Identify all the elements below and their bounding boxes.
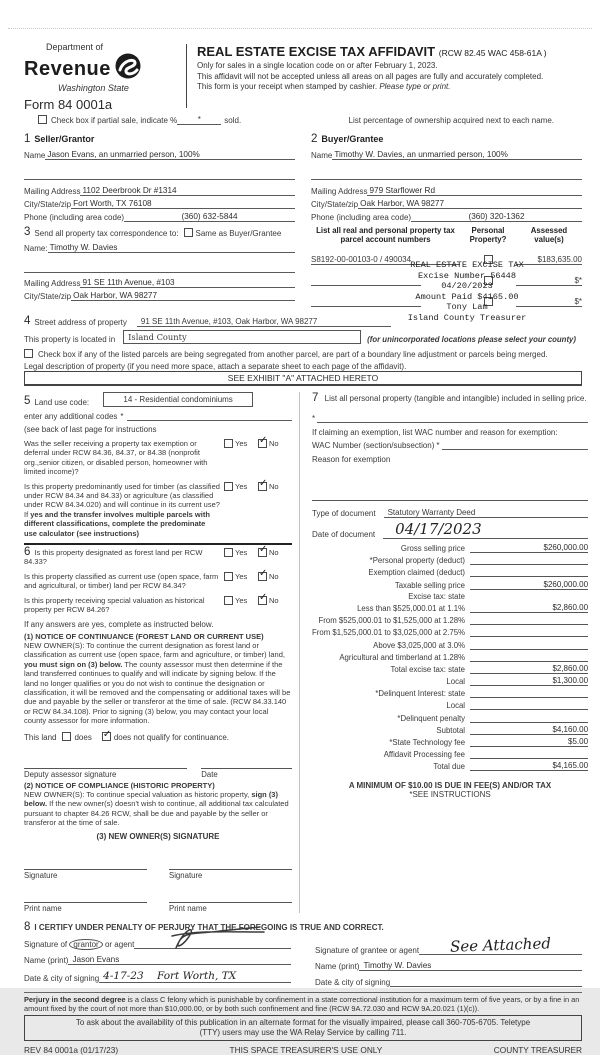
header-divider (186, 44, 187, 108)
grantee-datecity-label: Date & city of signing (315, 977, 391, 987)
doc-type-label: Type of document (312, 509, 376, 518)
section2-number: 2 (311, 133, 318, 145)
seller-phone-field[interactable]: (360) 632-5844 (124, 212, 295, 222)
minimum-due-note: A MINIMUM OF $10.00 IS DUE IN FEE(S) AND/OR TAX (348, 781, 552, 791)
grantor-signature-scribble (142, 922, 272, 952)
legal-description-field[interactable]: SEE EXHIBIT "A" ATTACHED HERETO (24, 371, 582, 386)
form-title-rcw: (RCW 82.45 WAC 458-61A ) (438, 48, 547, 58)
doc-type-field[interactable]: Statutory Warranty Deed (384, 508, 588, 518)
owner1-printname-label: Print name (24, 903, 62, 913)
section8-number: 8 (24, 920, 31, 933)
tier3-tax[interactable] (470, 627, 588, 637)
revenue-wordmark: Revenue (24, 57, 111, 80)
section-buyer (311, 129, 582, 222)
form-header (24, 42, 582, 112)
county-treasurer-label: COUNTY TREASURER (493, 1045, 582, 1055)
grantor-datecity-handwritten[interactable]: 4-17-23 Fort Worth, TX (103, 969, 237, 982)
notice2-title: (2) NOTICE OF COMPLIANCE (HISTORIC PROPERTY) (24, 780, 215, 790)
rev-number: REV 84 0001a (01/17/23) (24, 1045, 119, 1055)
total-excise-state[interactable]: $2,860.00 (470, 664, 588, 674)
see-back-note: (see back of last page for instructions (24, 425, 157, 434)
buyer-phone-field[interactable]: (360) 320-1362 (411, 212, 582, 222)
landuse-label: Land use code: (34, 398, 90, 407)
gross-selling-price[interactable]: $260,000.00 (470, 543, 588, 553)
q-timber-yes-checkbox[interactable] (224, 482, 233, 491)
owner1-printname-line (24, 890, 147, 903)
corr-city-label: City/State/zip (24, 292, 72, 301)
dept-of-label: Department of (46, 42, 104, 52)
parcel1-value-field[interactable]: $183,635.00 (516, 255, 582, 265)
q-currentuse-yes-checkbox[interactable] (224, 572, 233, 581)
buyer-heading: Buyer/Grantee (321, 134, 384, 144)
owner1-signature-line (24, 857, 147, 870)
grantor-printname-label: Name (print) (24, 955, 69, 965)
seller-city-label: City/State/zip (24, 200, 72, 209)
grantee-printname-label: Name (print) (315, 961, 360, 971)
parcel-list (311, 226, 582, 323)
q-historical-yes-checkbox[interactable] (224, 596, 233, 605)
section6-number: 6 (24, 546, 31, 559)
form-number: Form 84 0001a (24, 97, 113, 112)
q-exemption-no-checkbox[interactable] (258, 439, 267, 448)
seller-name2-field[interactable] (24, 170, 295, 180)
landuse-code-select[interactable]: 14 - Residential condominiums (103, 392, 253, 407)
form-notes: Only for sales in a single location code on or after February 1, 2023. This affidavit will not be accepted unless all areas on all pages are fully and accurately completed. This form is your receipt when stamped by cashier. Please type or print. (197, 61, 544, 91)
seller-name-field[interactable]: Jason Evans, an unmarried person, 100% (45, 150, 295, 160)
continuance-row: This land does ✓ does not qualify for continuance. (24, 732, 292, 742)
delinquent-penalty[interactable] (470, 713, 588, 723)
parcel-number-field[interactable]: S8192-00-00103-0 / 490034 (311, 255, 460, 265)
deputy-date-label: Date (201, 769, 218, 779)
seller-phone-label: Phone (including area code) (24, 213, 125, 222)
buyer-name2-field[interactable] (311, 170, 582, 180)
section3-number: 3 (24, 226, 31, 238)
currentuse-question: Is this property classified as current use (open space, farm and agricultural, or timber) land per RCW 84.34? Yes ✓ No (24, 572, 292, 591)
buyer-phone-label: Phone (including area code) (311, 213, 412, 222)
q-timber-no-checkbox[interactable] (258, 482, 267, 491)
seller-mailing-label: Mailing Address (24, 187, 81, 196)
county-note: (for unincorporated locations please select your county) (367, 335, 576, 344)
q-forest-no-checkbox[interactable] (258, 548, 267, 557)
tax-computation: Gross selling price $260,000.00 *Personal property (deduct) Exemption claimed (deduct) Taxable selling price $260,000.00 Excise tax: state Less than $525,000.01 at 1.1% $2,860.00 From $525,000.01 to $1,525,000 at 1.28% From $1,525,000.01 to $3,025,000 at 2.75% Above $3,025,000 at 3.0% Agricultural and timberland at 1.28% Total excise tax: state $2,860.00 Local $1,300.00 *Delinquent Interest: state Local *Delinquent penalty Subtotal $4,160.00 *State Technology fee $5.00 Affidavit Processing fee Total due $4,165.00 (312, 543, 589, 772)
section-correspondence (24, 226, 295, 307)
corr-name-field[interactable]: Timothy W. Davies (48, 243, 295, 253)
owner1-signature-label: Signature (24, 870, 58, 880)
section-personal-property (312, 392, 588, 404)
partial-sale-label: Check box if partial sale, indicate % (51, 116, 178, 125)
reason-exemption-label: Reason for exemption (312, 455, 391, 464)
grantor-signature-field[interactable] (134, 936, 291, 949)
exemption-note: If claiming an exemption, list WAC number and reason for exemption: (312, 428, 558, 437)
accessibility-notice: To ask about the availability of this publication in an alternate format for the visually impaired, please call 360-705-6705. Teletype (TTY) users may use the WA Relay Service by calling 711. (24, 1015, 582, 1041)
section-landuse (24, 392, 292, 407)
certify-statement: I CERTIFY UNDER PENALTY OF PERJURY THAT THE FOREGOING IS TRUE AND CORRECT. (34, 922, 384, 932)
scan-artifact-line (8, 28, 592, 29)
affidavit-processing-fee[interactable] (470, 749, 588, 759)
segregated-label: Check box if any of the listed parcels are being segregated from another parcel, are part of a boundary line adjustment or parcels being merged. (38, 350, 548, 359)
notice2-text: NEW OWNER(S): To continue special valuation as historic property, sign (3) below. If the new owner(s) doesn't wish to continue, all additional tax calculated pursuant to chapter 84.26 RCW, shall be due and payable by the seller or transferor at the time of sale. (24, 789, 289, 828)
state-technology-fee[interactable]: $5.00 (470, 737, 588, 747)
buyer-name-label: Name (311, 151, 333, 160)
additional-codes-label: enter any additional codes (24, 412, 118, 421)
historical-question: Is this property receiving special valuation as historical property per RCW 84.26? Yes ✓ No (24, 596, 292, 615)
buyer-mailing-label: Mailing Address (311, 187, 368, 196)
grantee-signature-label: Signature of grantee or agent (315, 945, 420, 955)
legal-description-label: Legal description of property (if you need more space, attach a separate sheet to each page of the affidavit). (24, 362, 407, 371)
deputy-assessor-signature-line (24, 756, 187, 769)
located-in-label: This property is located in (24, 335, 116, 344)
doc-date-handwritten[interactable]: 04/17/2023 (395, 520, 482, 538)
delinquent-interest-state[interactable] (470, 688, 588, 698)
q-forest-yes-checkbox[interactable] (224, 548, 233, 557)
seller-heading: Seller/Grantor (34, 134, 95, 144)
partial-sale-sold-label: sold. (224, 116, 242, 125)
owner2-signature-label: Signature (169, 870, 203, 880)
timber-question: Is this property predominantly used for timber (as classified under RCW 84.34 and 84.33) or agriculture (as classified under RCW 84.34.020) and will continue in its current use? If yes and the transfer involves multiple parcels with different classifications, complete the predominate use calculator (see instructions) Yes ✓ No (24, 482, 292, 538)
if-any-note: If any answers are yes, complete as instructed below. (24, 619, 214, 629)
form-title: REAL ESTATE EXCISE TAX AFFIDAVIT (RCW 82.45 WAC 458-61A ) (197, 44, 547, 59)
does-not-checkbox[interactable] (102, 732, 111, 741)
excise-tax-state-label-row (470, 592, 588, 601)
section5-number: 5 (24, 395, 31, 407)
dor-logo (24, 42, 182, 112)
grantee-signature-handwritten[interactable]: See Attached (449, 933, 552, 956)
perjury-notice: Perjury in the second degree is a class C felony which is punishable by confinement in a state correctional institution for a maximum term of five years, or by a fine in an amount fixed by the court of not more than $10,000.00, or by both such confinement and fine (RCW 9A.72.030 and RCW 9A.20.021 (1)(c)). (24, 992, 582, 1013)
grantee-datecity-field[interactable] (390, 976, 582, 987)
total-due[interactable]: $4,165.00 (470, 761, 588, 771)
seller-city-field[interactable]: Fort Worth, TX 76108 (71, 199, 295, 209)
see-instructions-note: *SEE INSTRUCTIONS (409, 790, 491, 800)
corr-mailing-label: Mailing Address (24, 279, 81, 288)
delinquent-interest-local[interactable] (470, 700, 588, 710)
grantor-circled-word: grantor (69, 939, 102, 950)
buyer-city-field[interactable]: Oak Harbor, WA 98277 (358, 199, 582, 209)
additional-codes-field[interactable] (127, 420, 292, 421)
wac-number-field[interactable] (442, 449, 588, 450)
section1-number: 1 (24, 133, 31, 145)
same-as-buyer-label: Same as Buyer/Grantee (195, 229, 282, 238)
exemption-claimed-deduct[interactable] (470, 567, 588, 577)
same-as-buyer-checkbox[interactable] (184, 228, 193, 237)
section4-number: 4 (24, 315, 31, 327)
q-exemption-yes-checkbox[interactable] (224, 439, 233, 448)
buyer-city-label: City/State/zip (311, 200, 359, 209)
parcel-col-numbers: List all real and personal property tax parcel account numbers (316, 226, 455, 244)
correspondence-label: Send all property tax correspondence to: (34, 229, 179, 238)
owner2-signature-line (169, 857, 292, 870)
tier4-tax[interactable] (470, 640, 588, 650)
total-excise-local[interactable]: $1,300.00 (470, 676, 588, 686)
grantee-printname-field[interactable]: Timothy W. Davies (359, 961, 582, 971)
partial-sale-checkbox[interactable] (38, 115, 47, 124)
corr-name-label: Name: (24, 244, 48, 253)
section7-number: 7 (312, 392, 319, 404)
wac-number-label: WAC Number (section/subsection) (312, 441, 435, 450)
partial-sale-pct-field[interactable]: * (177, 115, 221, 125)
buyer-mailing-field[interactable]: 979 Starflower Rd (367, 186, 582, 196)
treasurer-stamp: REAL ESTATE EXCISE TAX Excise Number 56448 04/20/2023 Amount Paid $4165.00 Tony Lam Island County Treasurer (407, 260, 527, 323)
personal-property-deduct[interactable] (470, 555, 588, 565)
notice1-text: NEW OWNER(S): To continue the current designation as forest land or classification as current use (open space, farm and agriculture, or timber) land, you must sign on (3) below. The county assessor must then determine if the land transferred continues to qualify and will indicate by signing below. If the land no longer qualifies or you do not wish to continue the designation or classification, it will be removed and the compensating or additional taxes will be due and payable by the seller or transferor at the time of sale. (RCW 84.33.140 or RCW 84.34.108). Prior to signing (3) below, you may contact your local county assessor for more information. (24, 640, 291, 726)
street-address-field[interactable]: 91 SE 11th Avenue, #103, Oak Harbor, WA 98277 (137, 317, 391, 327)
reason-exemption-field[interactable] (312, 464, 588, 501)
personal-property-star: * (312, 414, 316, 423)
deputy-date-line (201, 756, 292, 769)
parcel2-value-field[interactable]: $* (516, 276, 582, 286)
parcel3-value-field[interactable]: $* (516, 297, 582, 307)
q-historical-no-checkbox[interactable] (258, 596, 267, 605)
does-checkbox[interactable] (62, 732, 71, 741)
tier2-tax[interactable] (470, 615, 588, 625)
street-address-label: Street address of property (34, 318, 127, 327)
agricultural-timberland-tax[interactable] (470, 652, 588, 662)
tier1-tax[interactable]: $2,860.00 (470, 603, 588, 613)
section-seller (24, 129, 295, 222)
additional-codes-star: * (120, 412, 124, 421)
personal-property-field[interactable] (317, 422, 588, 423)
subtotal[interactable]: $4,160.00 (470, 725, 588, 735)
buyer-name-field[interactable]: Timothy W. Davies, an unmarried person, 100% (332, 150, 582, 160)
personal-property-label: List all personal property (tangible and intangible) included in selling price. (324, 394, 587, 403)
grantor-datecity-label: Date & city of signing (24, 973, 100, 983)
segregated-checkbox[interactable] (24, 349, 33, 358)
page-footer (24, 1045, 582, 1055)
forest-question: 6 Is this property designated as forest land per RCW 84.33? Yes ✓ No (24, 548, 292, 567)
corr-city-field[interactable]: Oak Harbor, WA 98277 (71, 291, 295, 301)
county-select[interactable]: Island County (123, 330, 361, 344)
section-certify: 8 I CERTIFY UNDER PENALTY OF PERJURY THAT THE FOREGOING IS TRUE AND CORRECT. Signature of grantor or agent Name (print) Jason Evans Date & city of signing 4-17-23 Fort Worth, TX Signature of grantee or agent See Attached Name (print) Timothy W. Davies Date & city of signing (24, 921, 582, 987)
grantor-printname-field[interactable]: Jason Evans (68, 955, 291, 965)
seller-mailing-field[interactable]: 1102 Deerbrook Dr #1314 (80, 186, 295, 196)
notice1-title: (1) NOTICE OF CONTINUANCE (FOREST LAND OR CURRENT USE) (24, 631, 264, 641)
revenue-swirl-icon (113, 52, 143, 85)
taxable-selling-price[interactable]: $260,000.00 (470, 580, 588, 590)
washington-state-label: Washington State (58, 83, 129, 93)
corr-name2-field[interactable] (24, 263, 295, 273)
section6-divider (24, 543, 292, 545)
seller-name-label: Name (24, 151, 46, 160)
treasurer-space-note: THIS SPACE TREASURER'S USE ONLY (229, 1045, 383, 1055)
owner2-printname-line (169, 890, 292, 903)
exemption-question: Was the seller receiving a property tax exemption or deferral under RCW 84.36, 84.37, or 84.38 (nonprofit org.,senior citizen, or disabled person, homeowner with limited income)? Yes ✓ No (24, 439, 292, 477)
doc-date-label: Date of document (312, 530, 376, 539)
ownership-note: List percentage of ownership acquired next to each name. (348, 116, 554, 125)
parcel-col-personal: Personal Property? (469, 226, 507, 244)
corr-mailing-field[interactable]: 91 SE 11th Avenue, #103 (80, 278, 295, 288)
new-owners-signature-title: (3) NEW OWNER(S) SIGNATURE (96, 831, 220, 841)
owner2-printname-label: Print name (169, 903, 207, 913)
wac-star: * (436, 441, 440, 450)
q-currentuse-no-checkbox[interactable] (258, 572, 267, 581)
deputy-assessor-label: Deputy assessor signature (24, 769, 117, 779)
parcel-col-assessed: Assessed value(s) (530, 226, 568, 244)
